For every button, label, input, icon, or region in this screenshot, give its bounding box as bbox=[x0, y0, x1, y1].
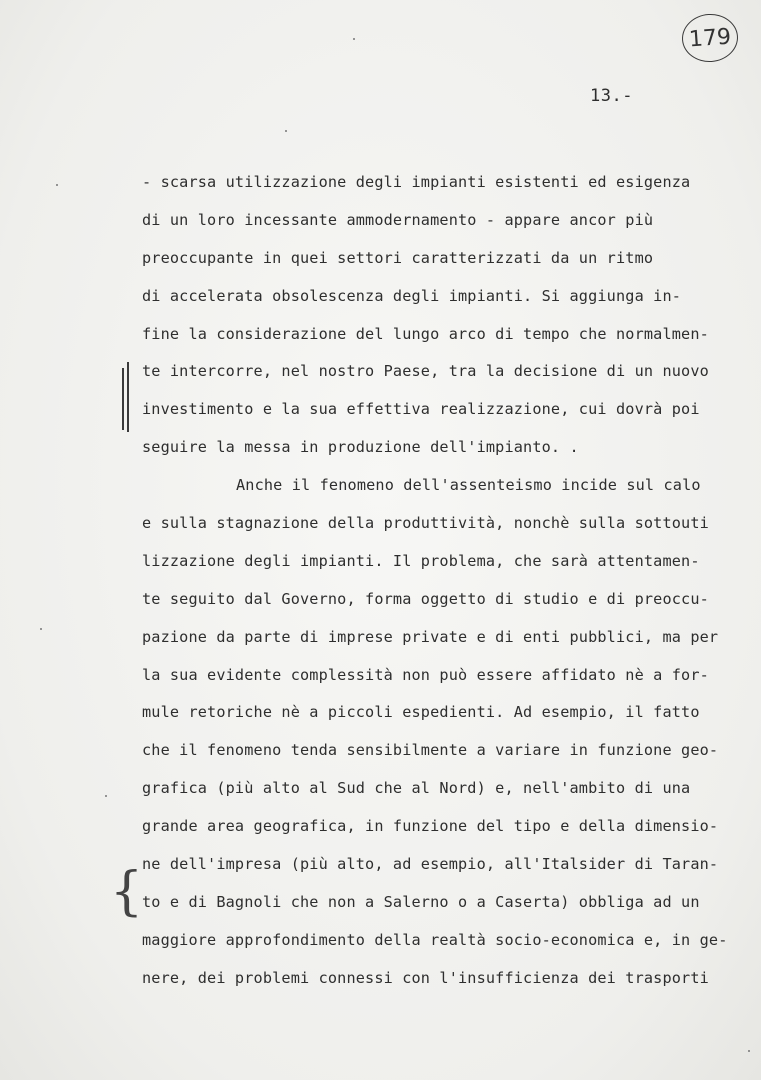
scan-speck bbox=[40, 628, 42, 630]
text-line: ne dell'impresa (più alto, ad esempio, all'Italsider di Taran- bbox=[142, 855, 719, 874]
text-line: pazione da parte di imprese private e di enti pubblici, ma per bbox=[142, 627, 719, 646]
scan-speck bbox=[285, 130, 287, 132]
text-line: mule retoriche nè a piccoli espedienti. Ad esempio, il fatto bbox=[142, 703, 700, 722]
margin-double-line-mark bbox=[122, 368, 124, 430]
scan-speck bbox=[105, 795, 107, 797]
text-line: seguire la messa in produzione dell'impianto. . bbox=[142, 438, 579, 457]
scan-speck bbox=[748, 1050, 750, 1052]
text-line: to e di Bagnoli che non a Salerno o a Caserta) obbliga ad un bbox=[142, 892, 700, 911]
text-line: preoccupante in quei settori caratterizzati da un ritmo bbox=[142, 248, 654, 267]
typewritten-body bbox=[142, 164, 742, 998]
paragraph-start-line: Anche il fenomeno dell'assenteismo incide sul calo bbox=[236, 476, 701, 495]
text-line: te seguito dal Governo, forma oggetto di studio e di preoccu- bbox=[142, 589, 709, 608]
text-line: grafica (più alto al Sud che al Nord) e, nell'ambito di una bbox=[142, 779, 691, 798]
text-line: e sulla stagnazione della produttività, nonchè sulla sottouti bbox=[142, 514, 709, 533]
text-line: la sua evidente complessità non può essere affidato nè a for- bbox=[142, 665, 709, 684]
text-line: lizzazione degli impianti. Il problema, che sarà attentamen- bbox=[142, 551, 700, 570]
margin-brace-mark: { bbox=[110, 862, 144, 922]
scan-speck bbox=[56, 184, 58, 186]
text-line: nere, dei problemi connessi con l'insufficienza dei trasporti bbox=[142, 968, 709, 987]
page-number: 13.- bbox=[590, 86, 633, 106]
text-line: che il fenomeno tenda sensibilmente a variare in funzione geo- bbox=[142, 741, 719, 760]
text-line: grande area geografica, in funzione del tipo e della dimensio- bbox=[142, 817, 719, 836]
text-line: - scarsa utilizzazione degli impianti esistenti ed esigenza bbox=[142, 173, 691, 191]
text-line: di accelerata obsolescenza degli impianti. Si aggiunga in- bbox=[142, 286, 682, 305]
text-line: te intercorre, nel nostro Paese, tra la decisione di un nuovo bbox=[142, 362, 709, 381]
text-line: investimento e la sua effettiva realizzazione, cui dovrà poi bbox=[142, 400, 700, 419]
stamp-number: 179 bbox=[688, 24, 732, 52]
archive-stamp bbox=[680, 12, 739, 64]
text-line: fine la considerazione del lungo arco di tempo che normalmen- bbox=[142, 324, 709, 343]
text-line: maggiore approfondimento della realtà socio-economica e, in ge- bbox=[142, 930, 728, 949]
margin-double-line-mark-2 bbox=[127, 362, 129, 432]
scan-speck bbox=[353, 38, 355, 40]
text-line: di un loro incessante ammodernamento - appare ancor più bbox=[142, 210, 654, 229]
